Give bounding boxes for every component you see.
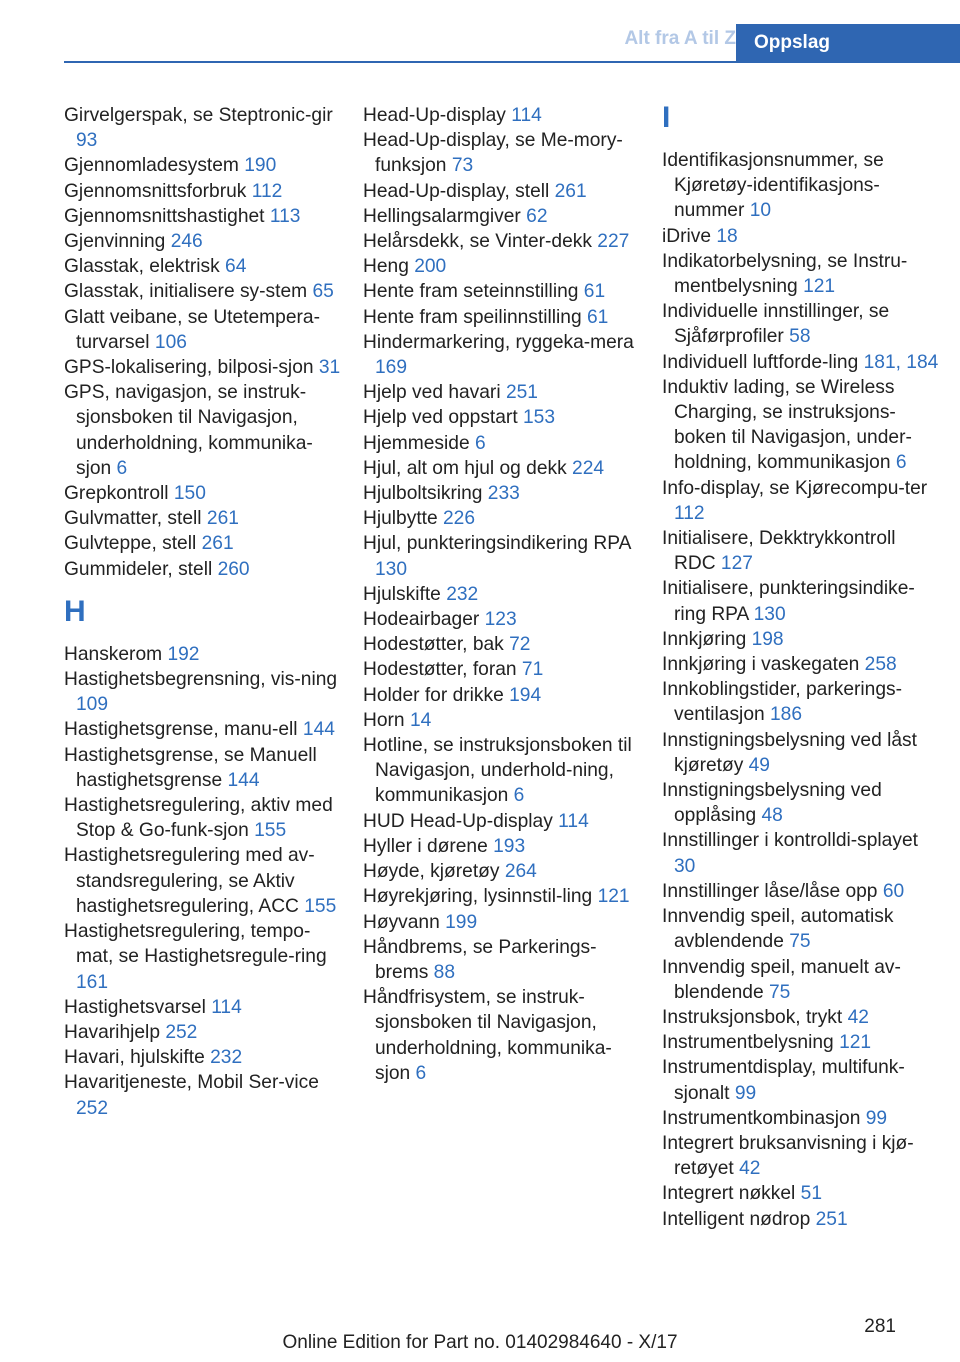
entry-page-link[interactable]: 93 xyxy=(76,130,98,152)
entry-term: Horn xyxy=(363,709,405,731)
index-entry xyxy=(363,405,643,430)
entry-term: Hjulskifte xyxy=(363,583,441,605)
index-entry xyxy=(363,708,643,733)
entry-page-link[interactable]: 224 xyxy=(572,457,605,479)
index-entry xyxy=(64,305,344,355)
entry-term: Havaritjeneste, Mobil Ser-vice xyxy=(64,1072,319,1094)
entry-term: Instrumentkombinasjon xyxy=(662,1107,861,1129)
entry-term: Hastighetsregulering med av-standsregulering, se Aktiv hastighetsregulering, ACC xyxy=(64,845,315,917)
entry-term: Innkoblingstider, parkerings-ventilasjon xyxy=(662,679,902,726)
index-entry xyxy=(363,330,643,380)
entry-term: Hyller i dørene xyxy=(363,835,488,857)
entry-term: Initialisere, Dekktrykkontroll RDC xyxy=(662,528,896,575)
entry-term: Head-Up-display, stell xyxy=(363,180,550,202)
index-entry xyxy=(662,627,942,652)
entry-term: Hastighetsgrense, se Manuell hastighetsgrense xyxy=(64,744,317,791)
index-entry xyxy=(363,481,643,506)
entry-term: Hjelp ved oppstart xyxy=(363,407,518,429)
index-entry xyxy=(363,859,643,884)
entry-term: Glasstak, initialisere sy-stem xyxy=(64,281,308,303)
index-letter-heading: H xyxy=(64,594,86,628)
index-entry xyxy=(64,506,344,531)
entry-term: Innstigningsbelysning ved låst kjøretøy xyxy=(662,729,917,776)
index-entry xyxy=(64,1020,344,1045)
entry-page-link[interactable]: 6 xyxy=(415,1062,427,1084)
entry-page-link[interactable]: 60 xyxy=(882,880,905,902)
index-entry xyxy=(64,843,344,919)
index-entry xyxy=(662,249,942,299)
index-entry xyxy=(64,919,344,995)
index-entry xyxy=(662,224,942,249)
entry-page-link[interactable]: 233 xyxy=(487,483,520,505)
entry-term: Hjelp ved havari xyxy=(363,382,501,404)
entry-term: Innstillinger låse/låse opp xyxy=(662,880,878,902)
entry-term: Håndfrisystem, se instruk-sjonsboken til Navigasjon, underholdning, kommunika-sjon xyxy=(363,987,612,1084)
entry-page-link[interactable]: 75 xyxy=(789,931,811,953)
entry-page-link[interactable]: 186 xyxy=(770,704,803,726)
entry-term: GPS, navigasjon, se instruk-sjonsboken til Navigasjon, underholdning, kommunika-sjon xyxy=(64,382,313,479)
footer-edition: Online Edition for Part no. 01402984640 - X/17 xyxy=(282,1332,678,1353)
entry-page-link[interactable]: 14 xyxy=(409,709,432,731)
entry-page-link[interactable]: 42 xyxy=(739,1158,761,1180)
index-entry xyxy=(363,607,643,632)
entry-term: Hastighetsbegrensning, vis-ning xyxy=(64,669,338,691)
entry-term: Hellingsalarmgiver xyxy=(363,205,521,227)
index-entry xyxy=(662,828,942,878)
entry-term: Gjennomsnittshastighet xyxy=(64,205,265,227)
entry-page-link[interactable]: 232 xyxy=(446,583,479,605)
header-rule xyxy=(64,61,960,63)
entry-term: Hindermarkering, ryggeka-mera xyxy=(363,331,634,353)
index-entry xyxy=(363,809,643,834)
index-entry xyxy=(363,204,643,229)
entry-page-link[interactable]: 30 xyxy=(674,855,696,877)
index-entry xyxy=(64,204,344,229)
entry-term: Hodestøtter, foran xyxy=(363,659,517,681)
index-entry xyxy=(363,884,643,909)
entry-page-link[interactable]: 227 xyxy=(597,231,630,253)
entry-page-link[interactable]: 181, 184 xyxy=(863,351,939,373)
entry-page-link[interactable]: 75 xyxy=(768,981,791,1003)
entry-term: Havari, hjulskifte xyxy=(64,1047,205,1069)
entry-page-link[interactable]: 161 xyxy=(76,971,109,993)
entry-page-link[interactable]: 150 xyxy=(173,483,206,505)
entry-page-link[interactable]: 199 xyxy=(445,911,478,933)
entry-page-link[interactable]: 48 xyxy=(761,805,783,827)
entry-term: Innkjøring i vaskegaten xyxy=(662,654,860,676)
index-entry xyxy=(363,632,643,657)
entry-page-link[interactable]: 169 xyxy=(375,357,408,379)
entry-page-link[interactable]: 113 xyxy=(269,205,301,227)
entry-page-link[interactable]: 6 xyxy=(513,785,525,807)
entry-page-link[interactable]: 73 xyxy=(451,155,474,177)
entry-term: Glatt veibane, se Utetempera-turvarsel xyxy=(64,306,320,353)
entry-page-link[interactable]: 121 xyxy=(839,1032,872,1054)
index-entry xyxy=(64,642,344,667)
index-entry xyxy=(662,576,942,626)
entry-term: Gjennomladesystem xyxy=(64,155,239,177)
entry-page-link[interactable]: 61 xyxy=(583,281,606,303)
entry-term: Høyrekjøring, lysinnstil-ling xyxy=(363,886,593,908)
index-entry xyxy=(662,1181,942,1206)
entry-page-link[interactable]: 130 xyxy=(753,603,786,625)
index-entry xyxy=(64,254,344,279)
entry-page-link[interactable]: 194 xyxy=(509,684,542,706)
entry-page-link[interactable]: 18 xyxy=(716,225,738,247)
entry-page-link[interactable]: 10 xyxy=(749,200,772,222)
index-entry xyxy=(662,778,942,828)
entry-term: Hastighetsvarsel xyxy=(64,996,206,1018)
entry-term: Glasstak, elektrisk xyxy=(64,256,220,278)
entry-term: Integrert nøkkel xyxy=(662,1183,796,1205)
index-entry xyxy=(363,582,643,607)
entry-term: Hjulbytte xyxy=(363,508,438,530)
entry-page-link[interactable]: 114 xyxy=(511,105,542,126)
entry-page-link[interactable]: 261 xyxy=(201,533,234,555)
index-entry xyxy=(363,935,643,985)
entry-term: GPS-lokalisering, bilposi-sjon xyxy=(64,357,314,379)
index-entry xyxy=(662,1030,942,1055)
entry-page-link[interactable]: 200 xyxy=(414,256,447,278)
entry-term: Innstillinger i kontrolldi-splayet xyxy=(662,830,918,852)
index-entry xyxy=(64,279,344,304)
entry-page-link[interactable]: 190 xyxy=(244,155,277,177)
entry-term: Girvelgerspak, se Steptronic-gir xyxy=(64,105,333,126)
entry-term: Induktiv lading, se Wireless Charging, se instruksjons-boken til Navigasjon, under-holdning, kommunikasjon xyxy=(662,376,912,474)
entry-term: Hente fram speilinnstilling xyxy=(363,306,582,328)
index-entry xyxy=(662,904,942,954)
index-entry xyxy=(363,531,643,581)
entry-term: Hastighetsgrense, manu-ell xyxy=(64,719,298,741)
index-entry xyxy=(662,375,942,476)
index-entry xyxy=(363,733,643,809)
index-entry xyxy=(662,1106,942,1131)
index-entry xyxy=(64,179,344,204)
index-column-3 xyxy=(662,103,942,1232)
entry-page-link[interactable]: 99 xyxy=(865,1107,888,1129)
entry-term: Håndbrems, se Parkerings-brems xyxy=(363,936,597,983)
index-entry xyxy=(363,254,643,279)
index-entry xyxy=(662,879,942,904)
entry-page-link[interactable]: 62 xyxy=(526,205,548,227)
entry-page-link[interactable]: 155 xyxy=(254,820,287,842)
index-entry xyxy=(64,667,344,717)
entry-page-link[interactable]: 130 xyxy=(375,558,408,580)
index-entry xyxy=(662,1005,942,1030)
index-entry xyxy=(363,985,643,1086)
index-entry xyxy=(363,910,643,935)
entry-page-link[interactable]: 106 xyxy=(154,331,187,353)
entry-term: Integrert bruksanvisning i kjø-retøyet xyxy=(662,1132,914,1180)
entry-page-link[interactable]: 88 xyxy=(433,961,455,983)
entry-page-link[interactable]: 261 xyxy=(554,180,587,202)
entry-page-link[interactable]: 193 xyxy=(493,835,526,857)
index-entry xyxy=(363,380,643,405)
entry-term: Gulvteppe, stell xyxy=(64,533,197,555)
entry-page-link[interactable]: 232 xyxy=(210,1047,243,1069)
entry-page-link[interactable]: 264 xyxy=(504,861,537,883)
entry-page-link[interactable]: 144 xyxy=(302,719,335,741)
entry-page-link[interactable]: 260 xyxy=(217,558,250,580)
entry-page-link[interactable]: 42 xyxy=(847,1006,869,1028)
entry-term: Innstigningsbelysning ved opplåsing xyxy=(662,780,882,827)
entry-page-link[interactable]: 246 xyxy=(170,231,203,253)
index-entry xyxy=(662,652,942,677)
index-entry xyxy=(662,148,942,224)
entry-page-link[interactable]: 64 xyxy=(225,256,247,278)
entry-page-link[interactable]: 251 xyxy=(505,382,538,404)
index-entry xyxy=(662,728,942,778)
page-header xyxy=(0,0,960,62)
entry-page-link[interactable]: 153 xyxy=(523,407,556,429)
entry-page-link[interactable]: 65 xyxy=(312,281,334,303)
entry-page-link[interactable]: 251 xyxy=(815,1208,848,1230)
entry-page-link[interactable]: 258 xyxy=(864,654,897,676)
entry-term: Head-Up-display, se Me-mory-funksjon xyxy=(363,130,623,177)
entry-term: Havarihjelp xyxy=(64,1021,160,1043)
index-entry xyxy=(64,481,344,506)
index-letter-heading: I xyxy=(662,101,671,134)
entry-page-link[interactable]: 192 xyxy=(167,643,200,665)
index-entry xyxy=(64,103,344,153)
entry-term: Instrumentdisplay, multifunk-sjonalt xyxy=(662,1057,905,1104)
entry-term: Hotline, se instruksjonsboken til Navigasjon, underhold-ning, kommunikasjon xyxy=(363,735,632,807)
entry-term: Head-Up-display xyxy=(363,105,506,126)
entry-page-link[interactable]: 144 xyxy=(227,769,260,791)
entry-term: Identifikasjonsnummer, se Kjøretøy-identifikasjons-nummer xyxy=(662,150,884,222)
index-entry xyxy=(363,279,643,304)
entry-page-link[interactable]: 72 xyxy=(509,634,531,656)
entry-page-link[interactable]: 31 xyxy=(318,357,341,379)
entry-term: Hente fram seteinnstilling xyxy=(363,281,579,303)
entry-term: Høyde, kjøretøy xyxy=(363,861,500,883)
index-entry xyxy=(64,380,344,481)
entry-page-link[interactable]: 112 xyxy=(674,502,705,524)
entry-page-link[interactable]: 252 xyxy=(165,1021,198,1043)
entry-term: Hastighetsregulering, tempo-mat, se Hastighetsregule-ring xyxy=(64,921,327,968)
entry-page-link[interactable]: 226 xyxy=(443,508,476,530)
entry-term: Innvendig speil, manuelt av-blendende xyxy=(662,956,901,1003)
entry-page-link[interactable]: 99 xyxy=(734,1082,757,1104)
entry-page-link[interactable]: 6 xyxy=(895,452,907,474)
page-number: 281 xyxy=(864,1316,896,1337)
entry-term: Høyvann xyxy=(363,911,440,933)
entry-term: Gummideler, stell xyxy=(64,558,213,580)
index-column-1 xyxy=(64,103,344,1121)
entry-term: Initialisere, punkteringsindike-ring RPA xyxy=(662,578,915,625)
entry-page-link[interactable]: 155 xyxy=(304,895,337,917)
entry-page-link[interactable]: 51 xyxy=(800,1183,822,1205)
index-entry xyxy=(363,506,643,531)
index-entry xyxy=(363,683,643,708)
index-entry xyxy=(64,717,344,742)
index-entry xyxy=(64,1070,344,1120)
entry-term: Grepkontroll xyxy=(64,483,169,505)
entry-term: iDrive xyxy=(662,225,712,247)
entry-page-link[interactable]: 114 xyxy=(211,996,242,1018)
entry-page-link[interactable]: 127 xyxy=(720,553,753,575)
entry-term: Innvendig speil, automatisk avblendende xyxy=(662,906,894,953)
entry-term: Helårsdekk, se Vinter-dekk xyxy=(363,231,592,253)
entry-page-link[interactable]: 109 xyxy=(76,694,109,716)
entry-term: Individuelle innstillinger, se Sjåførprofiler xyxy=(662,301,890,348)
index-entry xyxy=(662,299,942,349)
index-entry xyxy=(662,1207,942,1232)
entry-page-link[interactable]: 61 xyxy=(586,306,609,328)
entry-page-link[interactable]: 58 xyxy=(789,326,811,348)
entry-term: Individuell luftforde-ling xyxy=(662,351,859,373)
entry-term: Hodestøtter, bak xyxy=(363,634,504,656)
entry-term: Gjennomsnittsforbruk xyxy=(64,180,247,202)
entry-page-link[interactable]: 71 xyxy=(521,659,544,681)
entry-term: Hjul, punkteringsindikering RPA xyxy=(363,533,631,555)
index-entry xyxy=(64,355,344,380)
index-entry xyxy=(662,1131,942,1181)
index-entry xyxy=(363,305,643,330)
entry-term: Hodeairbager xyxy=(363,609,480,631)
entry-term: Heng xyxy=(363,256,409,278)
index-entry xyxy=(662,955,942,1005)
section-title: Alt fra A til Z xyxy=(624,28,736,49)
index-entry xyxy=(662,677,942,727)
entry-page-link[interactable]: 114 xyxy=(558,810,589,832)
entry-term: Instrumentbelysning xyxy=(662,1032,834,1054)
index-entry xyxy=(662,1055,942,1105)
index-entry xyxy=(64,229,344,254)
entry-page-link[interactable]: 121 xyxy=(597,886,630,908)
entry-page-link[interactable]: 6 xyxy=(474,432,486,454)
index-entry xyxy=(363,103,643,128)
entry-term: Hanskerom xyxy=(64,643,163,665)
index-entry xyxy=(64,531,344,556)
entry-term: HUD Head-Up-display xyxy=(363,810,553,832)
section-tab: Oppslag xyxy=(736,24,960,62)
index-entry xyxy=(662,526,942,576)
index-entry xyxy=(64,793,344,843)
index-entry xyxy=(363,657,643,682)
index-entry xyxy=(64,1045,344,1070)
entry-page-link[interactable]: 6 xyxy=(116,457,128,479)
index-column-2 xyxy=(363,103,643,1086)
entry-term: Hjemmeside xyxy=(363,432,470,454)
entry-page-link[interactable]: 123 xyxy=(484,609,517,631)
index-entry xyxy=(662,350,942,375)
entry-page-link[interactable]: 121 xyxy=(803,276,836,298)
index-entry xyxy=(64,557,344,582)
entry-term: Holder for drikke xyxy=(363,684,504,706)
entry-page-link[interactable]: 49 xyxy=(748,754,770,776)
entry-term: Hjul, alt om hjul og dekk xyxy=(363,457,567,479)
entry-term: Info-display, se Kjørecompu-ter xyxy=(662,477,928,499)
entry-page-link[interactable]: 261 xyxy=(206,508,239,530)
entry-term: Hastighetsregulering, aktiv med Stop & Go-funk-sjon xyxy=(64,795,333,842)
index-entry xyxy=(363,229,643,254)
index-entry xyxy=(363,431,643,456)
entry-term: Hjulboltsikring xyxy=(363,483,483,505)
index-entry xyxy=(363,834,643,859)
entry-page-link[interactable]: 112 xyxy=(251,180,283,202)
index-entry xyxy=(363,179,643,204)
entry-term: Innkjøring xyxy=(662,628,747,650)
entry-term: Gjenvinning xyxy=(64,231,166,253)
index-entry xyxy=(363,128,643,178)
entry-term: Instruksjonsbok, trykt xyxy=(662,1006,843,1028)
entry-term: Intelligent nødrop xyxy=(662,1208,811,1230)
index-entry xyxy=(64,153,344,178)
index-entry xyxy=(662,476,942,526)
entry-page-link[interactable]: 198 xyxy=(751,628,784,650)
index-entry xyxy=(64,743,344,793)
entry-term: Gulvmatter, stell xyxy=(64,508,202,530)
index-entry xyxy=(363,456,643,481)
index-entry xyxy=(64,995,344,1020)
entry-term: Indikatorbelysning, se Instru-mentbelysning xyxy=(662,250,908,298)
entry-page-link[interactable]: 252 xyxy=(76,1097,109,1119)
